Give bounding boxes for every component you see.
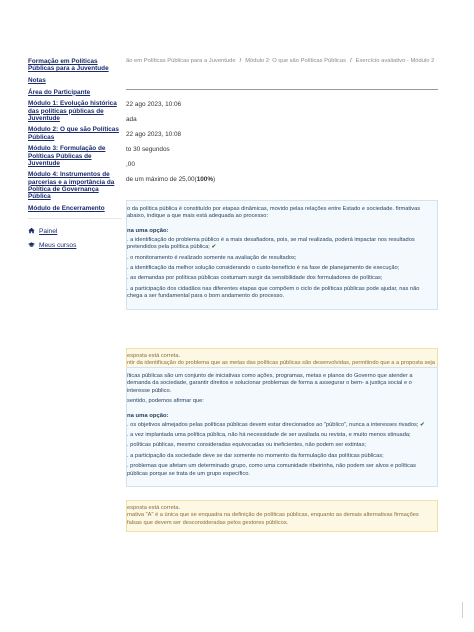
sidebar-item-modulo-3[interactable]: Módulo 3: Formulação de Políticas Públicas de Juventude xyxy=(28,145,106,167)
question-2-subtext: sentido, podemos afirmar que: xyxy=(127,398,204,405)
question-1-text: o da política pública é constituído por etapas dinâmicas, movido pelas relações entre Estado e sociedade. firmativas abaixo, indique a que mais está adequada ao processo: xyxy=(127,206,421,220)
sidebar-item-encerramento[interactable]: Módulo de Encerramento xyxy=(28,204,105,212)
sidebar-item-area-participante[interactable]: Área do Participante xyxy=(28,88,91,96)
feedback-2-box xyxy=(126,500,438,532)
question-2-option-e[interactable]: . problemas que afetam um determinado grupo, como uma comunidade ribeirinha, não podem ser alvos e políticas públicas porque se trata de um grupo específico. xyxy=(127,463,416,477)
question-1-option-e[interactable]: . a participação dos cidadãos nas diferentes etapas que compõem o ciclo de políticas públicas pode ajudar, nas não chega a ser fundamental para o bom andamento do processo. xyxy=(127,285,420,300)
check-icon: ✔ xyxy=(420,421,425,428)
question-1-prompt: na uma opção: xyxy=(127,227,169,234)
grade-percent: 100% xyxy=(196,176,214,183)
feedback-2-title: esposta está correta. xyxy=(127,505,181,511)
breadcrumb xyxy=(126,58,438,64)
question-2-box xyxy=(126,367,438,487)
question-1-box xyxy=(126,200,438,310)
question-2-option-b[interactable]: . a vez implantada uma política pública, não há necessidade de ser avaliada ou revista, e muito menos stinuada; xyxy=(127,432,411,439)
attempt-summary xyxy=(126,97,438,187)
header-divider xyxy=(126,89,438,90)
question-1-option-d[interactable]: . as demandas por políticas públicas costumam surgir da sensibilidade dos formuladores de políticas; xyxy=(127,275,383,282)
nav-item-meus-cursos[interactable] xyxy=(28,241,122,250)
grade-text: de um máximo de 25,00( xyxy=(126,176,197,183)
summary-duration: to 30 segundos xyxy=(126,146,170,153)
summary-completed: 22 ago 2023, 10:08 xyxy=(126,131,182,138)
nav-item-painel-label: Painel xyxy=(39,227,58,235)
home-icon xyxy=(28,227,35,236)
question-2-option-d[interactable]: . a participação da sociedade deve se dar somente no momento da formulação das políticas públicas; xyxy=(127,452,384,459)
check-icon: ✔ xyxy=(211,244,217,251)
sidebar-item-modulo-4[interactable]: Módulo 4: Instrumentos de parcerias e a importância da Política de Governança Pública xyxy=(28,171,115,201)
sidebar-item-modulo-2[interactable]: Módulo 2: O que são Políticas Públicas xyxy=(28,126,119,141)
scrollbar[interactable] xyxy=(462,602,463,618)
sidebar-item-modulo-1[interactable]: Módulo 1: Evolução histórica das políticas públicas de Juventude xyxy=(28,100,117,122)
question-1-option-c[interactable]: . a identificação da melhor solução considerando o custo-benefício é na fase de planejamento de execução; xyxy=(127,265,400,272)
sidebar-course-title[interactable]: Formação em Políticas Públicas para a Juventude xyxy=(28,58,109,73)
option-a-text: . a identificação do problema público é a mais desafiadora, pois, se mal realizada, poderá impactar nos resultados pretendidos pela política pública; xyxy=(127,236,415,251)
nav-item-meus-cursos-label: Meus cursos xyxy=(39,241,77,249)
feedback-1-text: ntir da identificação do problema que as metas das políticas públicas são desenvolvidas, permitindo que a a proposta seja xyxy=(127,360,435,367)
grade-close: ) xyxy=(213,176,216,183)
summary-points: ,00 xyxy=(126,161,135,168)
question-2-prompt: na uma opção: xyxy=(127,412,169,419)
breadcrumb-exercise[interactable]: Exercício avaliativo - Módulo 2 xyxy=(355,58,435,64)
breadcrumb-separator: / xyxy=(350,58,352,64)
course-sidebar xyxy=(28,50,122,610)
breadcrumb-separator: / xyxy=(239,58,242,64)
feedback-2-text: rnativa "A" é a única que se enquadra na definição de políticas públicas, enquanto as demais alternativas firmações falsas que devem ser desconsideradas pelos gestores públicos. xyxy=(127,512,419,526)
graduation-cap-icon xyxy=(28,241,35,250)
question-2-text: íticas públicas são um conjunto de iniciativas como ações, programas, metas e planos do Governo que atender a demanda da sociedade, garantir direitos e solucionar problemas de forma a assegurar o bem- a justiça social e o interesse público. xyxy=(127,373,413,394)
option-a-text: . os objetivos almejados pelas políticas públicas devem estar direcionados ao "público", nunca a interesses rivados; xyxy=(127,421,419,428)
feedback-1-title: esposta está correta. xyxy=(127,353,181,359)
summary-started: 22 ago 2023, 10:06 xyxy=(126,101,182,108)
breadcrumb-course[interactable]: ão em Políticas Públicas para a Juventude xyxy=(126,58,236,64)
main-content xyxy=(126,50,438,610)
breadcrumb-module[interactable]: Módulo 2: O que são Políticas Públicas xyxy=(245,58,347,64)
summary-state: ada xyxy=(126,116,137,123)
question-2-option-a[interactable] xyxy=(127,422,435,429)
question-1-option-b[interactable]: . o monitoramento é realizado somente na avaliação de resultados; xyxy=(127,254,297,261)
question-1-option-a[interactable] xyxy=(127,237,435,252)
top-bar xyxy=(0,0,474,36)
summary-grade xyxy=(126,172,438,187)
sidebar-divider xyxy=(28,218,122,219)
question-2-option-c[interactable]: . políticas públicas, mesmo consideradas equivocadas ou ineficientes, não podem ser extintas; xyxy=(127,442,367,449)
nav-item-painel[interactable] xyxy=(28,227,122,236)
sidebar-item-notas[interactable]: Notas xyxy=(28,76,46,84)
